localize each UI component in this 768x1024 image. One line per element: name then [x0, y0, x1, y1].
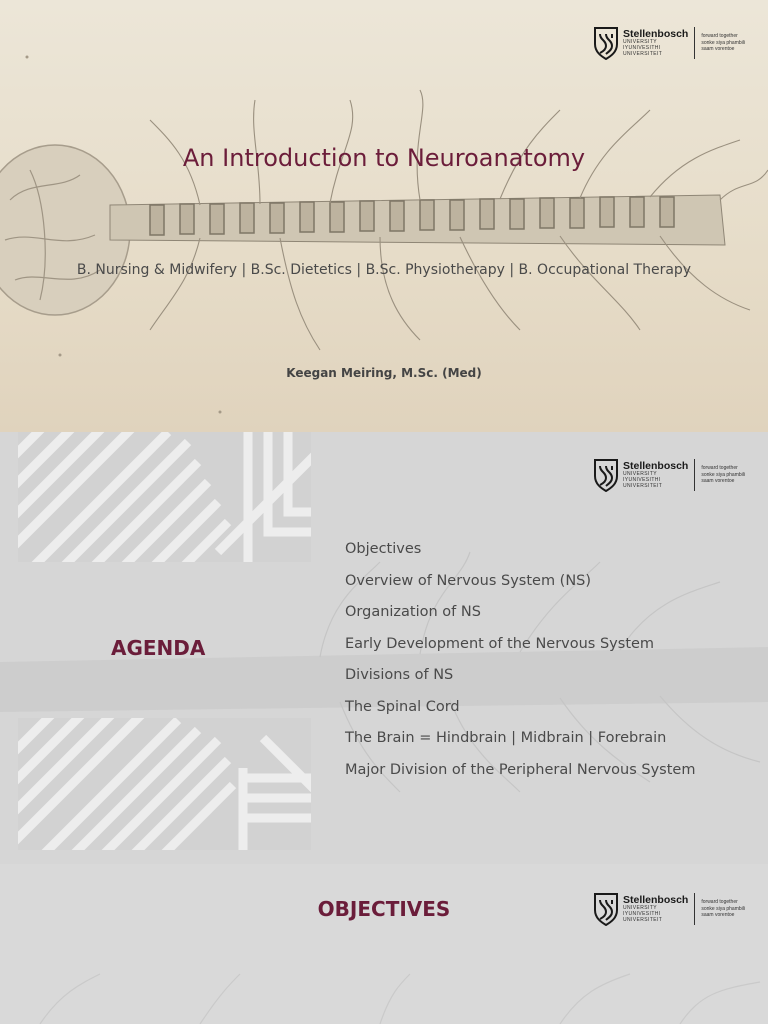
logo-subline: IYUNIVESITHI	[623, 477, 661, 484]
logo-name: Stellenbosch	[623, 27, 689, 40]
tagline-line: sonke siya phambili	[701, 905, 745, 912]
logo-subline: UNIVERSITY	[623, 905, 658, 912]
logo-name: Stellenbosch	[623, 459, 689, 472]
logo-subline: UNIVERSITY	[623, 39, 658, 46]
tagline-line: sonke siya phambili	[701, 39, 745, 46]
logo-subline: UNIVERSITY	[623, 471, 658, 478]
logo-subline: UNIVERSITEIT	[623, 51, 663, 58]
agenda-item: The Brain = Hindbrain | Midbrain | Forebrain	[345, 730, 667, 746]
agenda-item: Organization of NS	[345, 604, 481, 620]
agenda-item: Divisions of NS	[345, 667, 454, 683]
logo-subline: IYUNIVESITHI	[623, 45, 661, 52]
tagline-line: forward together	[701, 32, 738, 39]
tagline-line: saam vorentoe	[701, 46, 735, 53]
agenda-item: Early Development of the Nervous System	[345, 635, 655, 652]
tagline-line: saam vorentoe	[701, 478, 735, 485]
logo-divider	[694, 459, 695, 491]
agenda-list	[345, 538, 695, 790]
logo-subline: IYUNIVESITHI	[623, 911, 661, 918]
stellenbosch-logo	[593, 26, 745, 60]
logo-wordmark	[623, 461, 688, 490]
stellenbosch-logo	[593, 892, 745, 926]
university-crest-icon	[593, 892, 619, 926]
logo-subline: UNIVERSITEIT	[623, 917, 663, 924]
agenda-heading: AGENDA	[111, 636, 206, 660]
university-crest-icon	[593, 458, 619, 492]
logo-tagline	[701, 899, 745, 919]
logo-tagline	[701, 33, 745, 53]
agenda-item: Objectives	[345, 541, 422, 557]
logo-divider	[694, 893, 695, 925]
logo-tagline	[701, 465, 745, 485]
logo-subline: UNIVERSITEIT	[623, 483, 663, 490]
stellenbosch-logo	[593, 458, 745, 492]
tagline-line: sonke siya phambili	[701, 471, 745, 478]
agenda-item: Major Division of the Peripheral Nervous System	[345, 761, 696, 778]
university-crest-icon	[593, 26, 619, 60]
tagline-line: forward together	[701, 464, 738, 471]
spinal-cord-watermark	[0, 864, 768, 1024]
agenda-item: Overview of Nervous System (NS)	[345, 572, 592, 589]
objectives-slide	[0, 864, 768, 1024]
agenda-item: The Spinal Cord	[345, 698, 460, 715]
tagline-line: saam vorentoe	[701, 912, 735, 919]
programme-list: B. Nursing & Midwifery | B.Sc. Dietetics | B.Sc. Physiotherapy | B. Occupational Therapy	[76, 262, 692, 278]
tagline-line: forward together	[701, 898, 738, 905]
logo-wordmark	[623, 29, 688, 58]
logo-name: Stellenbosch	[623, 893, 689, 906]
author-name: Keegan Meiring, M.Sc. (Med)	[286, 366, 482, 380]
title-slide	[0, 0, 768, 432]
objectives-heading: OBJECTIVES	[317, 897, 451, 921]
logo-divider	[694, 27, 695, 59]
slide-title: An Introduction to Neuroanatomy	[182, 144, 586, 172]
logo-wordmark	[623, 895, 688, 924]
agenda-slide	[0, 432, 768, 864]
decorative-pattern-bottom	[18, 718, 311, 850]
decorative-pattern-top	[18, 432, 311, 562]
